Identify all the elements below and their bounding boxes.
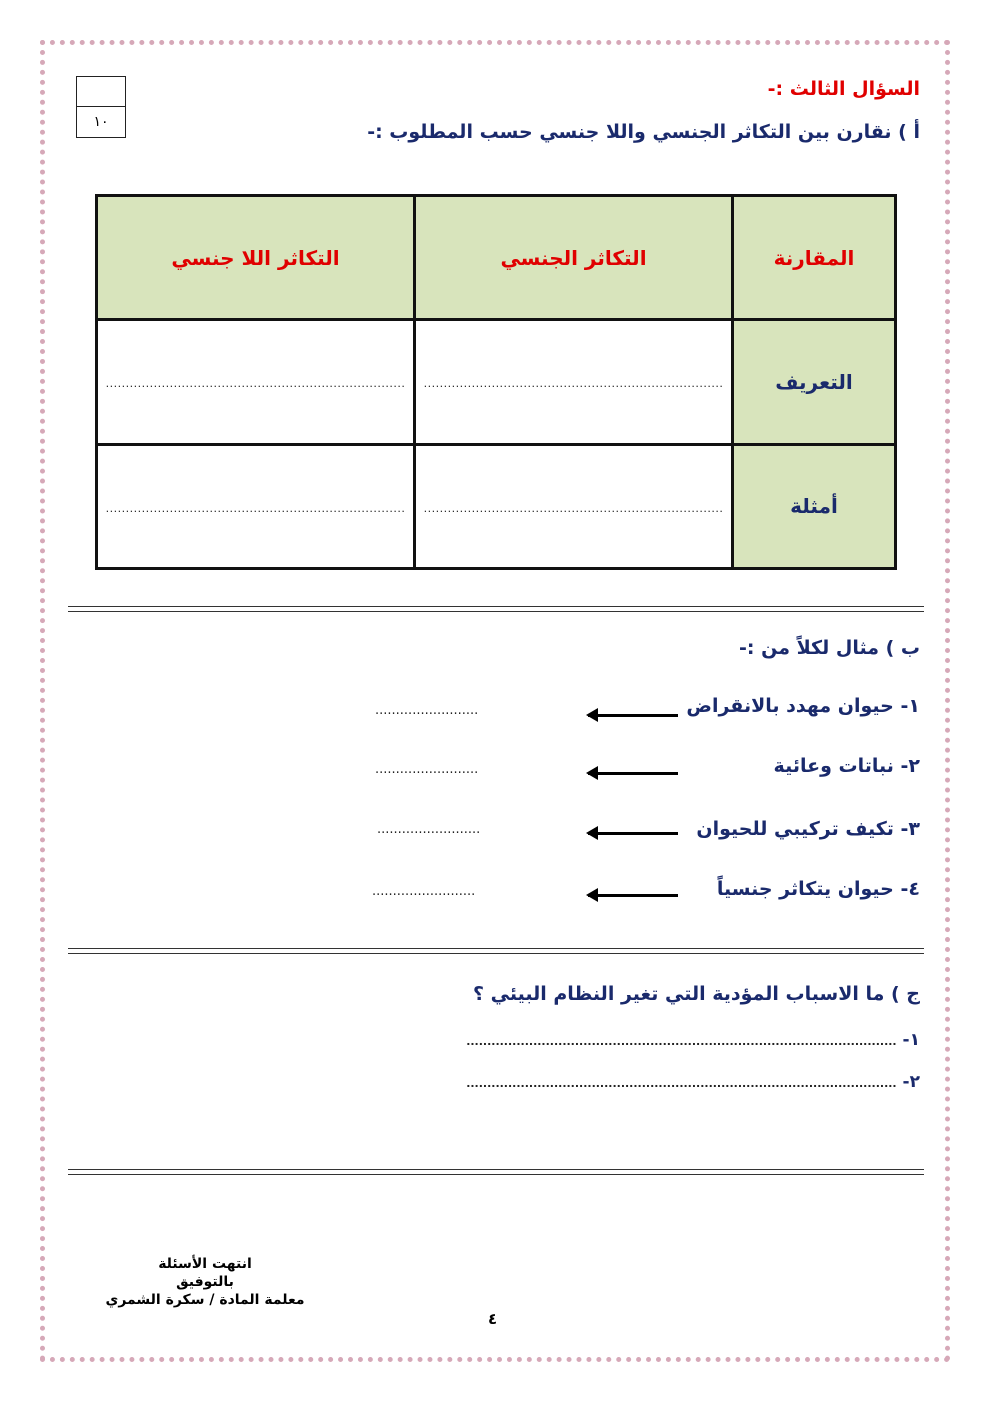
section-divider: [68, 948, 924, 954]
answer-line-1: [466, 1030, 920, 1050]
comparison-table: [95, 194, 897, 570]
answer-cell[interactable]: [415, 320, 733, 444]
score-total: ١٠: [93, 114, 109, 130]
part-b-heading: ب ) مثال لكلاً من :-: [739, 637, 920, 659]
line-label: ١-: [902, 1030, 920, 1050]
list-item: ٣- تكيف تركيبي للحيوان: [696, 818, 920, 840]
arrow-left-icon: [588, 894, 678, 897]
page-number: ٤: [488, 1310, 498, 1328]
part-a-heading: أ ) نقارن بين التكاثر الجنسي واللا جنسي حسب المطلوب :-: [367, 121, 920, 143]
arrow-left-icon: [588, 772, 678, 775]
answer-cell[interactable]: [415, 444, 733, 568]
answer-line-2: [466, 1072, 920, 1092]
table-row: [97, 320, 896, 444]
score-box: [76, 76, 126, 138]
footer-end-text: انتهت الأسئلة: [158, 1256, 252, 1272]
header-comparison: المقارنة: [733, 196, 896, 320]
table-row: [97, 444, 896, 568]
score-blank[interactable]: [77, 77, 125, 107]
answer-blank[interactable]: .......................................................................................................: [466, 1077, 897, 1090]
part-c-heading: ج ) ما الاسباب المؤدية التي تغير النظام البيئي ؟: [472, 983, 920, 1005]
list-item: ١- حيوان مهدد بالانقراض: [686, 695, 920, 717]
line-label: ٢-: [902, 1072, 920, 1092]
answer-blank[interactable]: .........................: [372, 884, 476, 899]
section-divider: [68, 1169, 924, 1175]
question-title: السؤال الثالث :-: [767, 78, 920, 100]
answer-dots: ...........................................................................: [423, 377, 724, 391]
arrow-left-icon: [588, 714, 678, 717]
answer-cell[interactable]: [97, 444, 415, 568]
answer-blank[interactable]: .......................................................................................................: [466, 1035, 897, 1048]
footer: [105, 1255, 305, 1309]
answer-dots: ...........................................................................: [105, 501, 406, 515]
arrow-left-icon: [588, 832, 678, 835]
answer-cell[interactable]: [97, 320, 415, 444]
answer-blank[interactable]: .........................: [377, 822, 481, 837]
section-divider: [68, 606, 924, 612]
header-sexual: التكاثر الجنسي: [415, 196, 733, 320]
footer-good-luck: بالتوفيق: [176, 1274, 234, 1290]
list-item: ٢- نباتات وعائية: [773, 755, 920, 777]
answer-blank[interactable]: .........................: [375, 703, 479, 718]
table-header-row: [97, 196, 896, 320]
header-asexual: التكاثر اللا جنسي: [97, 196, 415, 320]
row-label-examples: أمثلة: [733, 444, 896, 568]
answer-blank[interactable]: .........................: [375, 762, 479, 777]
answer-dots: ...........................................................................: [105, 377, 406, 391]
row-label-definition: التعريف: [733, 320, 896, 444]
footer-teacher: معلمة المادة / سكرة الشمري: [105, 1292, 305, 1308]
answer-dots: ...........................................................................: [423, 501, 724, 515]
list-item: ٤- حيوان يتكاثر جنسياً: [716, 878, 920, 900]
